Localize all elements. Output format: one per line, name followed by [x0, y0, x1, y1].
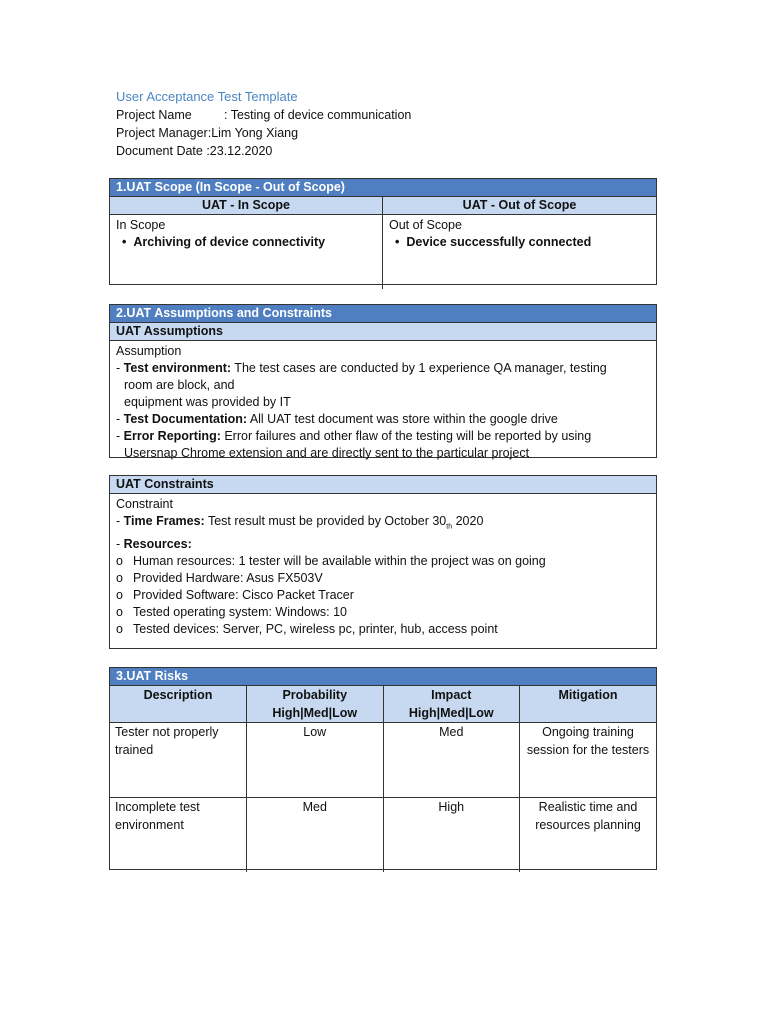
constraint-item-text: Tested operating system: Windows: 10	[133, 604, 347, 619]
col-probability	[247, 686, 384, 723]
constraint-item	[116, 587, 650, 604]
constraint-item	[116, 621, 650, 638]
risk-impact: High	[383, 798, 520, 873]
col-description-label: Description	[143, 688, 213, 702]
table-row	[110, 723, 656, 798]
document-title: User Acceptance Test Template	[116, 89, 298, 104]
resources-key: Resources:	[123, 536, 192, 551]
circle-bullet-icon: o	[116, 553, 123, 568]
time-sup: th	[446, 523, 453, 531]
constraint-label: Constraint	[116, 497, 173, 511]
project-manager-label: Project Manager	[116, 126, 208, 140]
project-name-value: : Testing of device communication	[224, 108, 412, 122]
assumption-test-environment: - Test environment: The test cases are conducted by 1 experience QA manager, testing	[116, 361, 607, 375]
risk-description: Incomplete test environment	[110, 798, 247, 873]
constraint-item-text: Human resources: 1 tester will be available within the project was on going	[133, 553, 546, 568]
constraint-item	[116, 570, 650, 587]
risk-description: Tester not properly trained	[110, 723, 247, 798]
col-impact	[383, 686, 520, 723]
out-scope-body	[383, 215, 656, 289]
project-manager-value: :Lim Yong Xiang	[207, 126, 299, 140]
impact-scale: High|Med|Low	[408, 706, 494, 720]
in-scope-header: UAT - In Scope	[110, 197, 382, 215]
constraint-item-text: Provided Hardware: Asus FX503V	[133, 570, 323, 585]
constraint-item-text: Provided Software: Cisco Packet Tracer	[133, 587, 354, 602]
in-scope-item	[116, 234, 376, 251]
error-key: Error Reporting:	[123, 429, 221, 443]
test-env-key: Test environment:	[123, 361, 232, 375]
in-scope-item-text: Archiving of device connectivity	[133, 235, 326, 249]
col-description	[110, 686, 247, 723]
risk-mitigation: Ongoing training session for the testers	[520, 723, 657, 798]
in-scope-label: In Scope	[116, 218, 166, 232]
risk-probability: Low	[247, 723, 384, 798]
assumptions-subheader: UAT Assumptions	[110, 323, 656, 341]
document-header	[116, 88, 411, 160]
circle-bullet-icon: o	[116, 604, 123, 619]
constraints-section	[109, 475, 657, 649]
col-probability-label: Probability	[282, 688, 348, 702]
col-mitigation-label: Mitigation	[558, 688, 618, 702]
assumption-label: Assumption	[116, 344, 182, 358]
out-scope-column	[383, 197, 656, 289]
document-date-label: Document Date	[116, 144, 203, 158]
project-manager-row	[116, 124, 411, 142]
assumption-test-documentation: - Test Documentation: All UAT test document was store within the google drive	[116, 412, 558, 426]
in-scope-body	[110, 215, 382, 289]
out-scope-item-text: Device successfully connected	[406, 235, 592, 249]
test-env-cont1: room are block, and	[124, 378, 235, 392]
probability-scale: High|Med|Low	[272, 706, 358, 720]
test-env-text: The test cases are conducted by 1 experience QA manager, testing	[231, 361, 607, 375]
scope-title: 1.UAT Scope (In Scope - Out of Scope)	[110, 179, 656, 197]
risks-section	[109, 667, 657, 870]
constraint-item	[116, 553, 650, 570]
risk-probability: Med	[247, 798, 384, 873]
constraint-item-text: Tested devices: Server, PC, wireless pc, printer, hub, access point	[133, 621, 498, 636]
error-cont: Usersnap Chrome extension and are directly sent to the particular project	[124, 446, 530, 460]
risk-impact: Med	[383, 723, 520, 798]
test-doc-text: All UAT test document was store within the google drive	[247, 412, 558, 426]
table-row	[110, 798, 656, 873]
document-date-row	[116, 142, 411, 160]
constraint-time-frames: - Time Frames: Test result must be provided by October $30_{th}$ 2020	[116, 514, 484, 531]
project-name-label: Project Name	[116, 108, 192, 122]
scope-section	[109, 178, 657, 285]
constraint-item	[116, 604, 650, 621]
error-text: Error failures and other flaw of the testing will be reported by using	[220, 429, 592, 443]
risk-mitigation: Realistic time and resources planning	[520, 798, 657, 873]
circle-bullet-icon: o	[116, 621, 123, 636]
out-scope-item	[389, 234, 650, 251]
assumptions-section	[109, 304, 657, 458]
scope-columns	[110, 197, 656, 289]
in-scope-column	[110, 197, 383, 289]
assumption-error-reporting: - Error Reporting: Error failures and other flaw of the testing will be reported by using	[116, 429, 592, 443]
assumptions-title: 2.UAT Assumptions and Constraints	[110, 305, 656, 323]
circle-bullet-icon: o	[116, 587, 123, 602]
out-scope-label: Out of Scope	[389, 218, 462, 232]
project-name-row	[116, 106, 411, 124]
test-doc-key: Test Documentation:	[123, 412, 248, 426]
assumptions-body	[110, 341, 656, 462]
test-env-cont2: equipment was provided by IT	[124, 395, 291, 409]
constraints-subheader: UAT Constraints	[110, 476, 656, 494]
risks-table	[110, 686, 656, 872]
circle-bullet-icon: o	[116, 570, 123, 585]
out-scope-header: UAT - Out of Scope	[383, 197, 656, 215]
document-date-value: :23.12.2020	[202, 144, 273, 158]
time-key: Time Frames:	[123, 514, 205, 528]
time-text: Test result must be provided by October 30	[204, 514, 447, 528]
risks-title: 3.UAT Risks	[110, 668, 656, 686]
constraints-body	[110, 494, 656, 638]
col-impact-label: Impact	[431, 688, 472, 702]
time-year: 2020	[452, 514, 484, 528]
constraint-resources: - Resources:	[116, 536, 192, 551]
col-mitigation	[520, 686, 657, 723]
risks-header-row	[110, 686, 656, 723]
